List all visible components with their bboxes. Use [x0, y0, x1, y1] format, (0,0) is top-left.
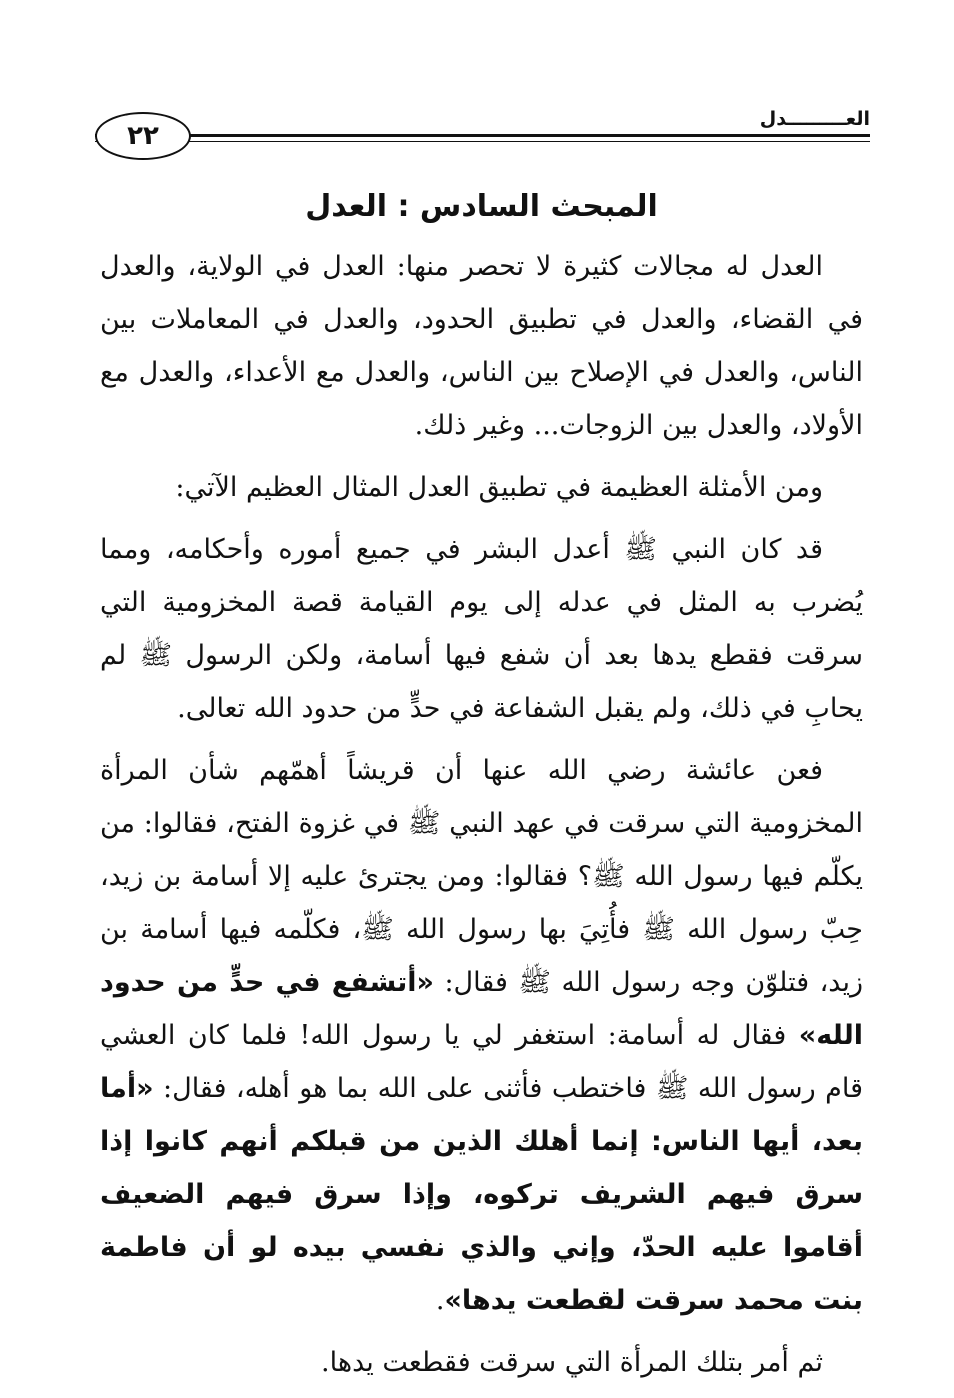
paragraph-4-text-c: فقال له أسامة: استغفر لي يا رسول الله! فلما كان العشي قام رسول الله ﷺ فاختطب فأثنى على الله بما هو أهله، فقال:	[100, 1020, 863, 1104]
paragraph-1: العدل له مجالات كثيرة لا تحصر منها: العدل في الولاية، والعدل في القضاء، والعدل في تطبيق الحدود، والعدل في المعاملات بين الناس، والعدل في الإصلاح بين الناس، والعدل مع الأعداء، والعدل مع الأولاد، والعدل بين الزوجات... وغير ذلك.	[100, 251, 863, 441]
page-number: ٢٢	[127, 121, 159, 151]
header-rule-thick	[95, 134, 870, 137]
section-title: المبحث السادس : العدل	[305, 189, 658, 224]
running-title: العـــــــــدل	[759, 108, 870, 130]
hadith-quote-1: «أتشفع في حدٍّ من حدود الله»	[100, 967, 863, 1051]
paragraph-4	[100, 744, 863, 1327]
page-number-oval	[95, 112, 191, 160]
header-rule-thin	[95, 141, 870, 142]
paragraph-4-end: .	[435, 1285, 445, 1316]
page-header	[95, 108, 870, 164]
page-body	[100, 182, 863, 1398]
paragraph-2: ومن الأمثلة العظيمة في تطبيق العدل المثال العظيم الآتي:	[175, 472, 823, 503]
paragraph-4-text-a: فعن عائشة رضي الله عنها أن قريشاً أهمّهم شأن المرأة المخزومية التي سرقت في عهد النبي ﷺ في غزوة الفتح، فقالوا: من يكلّم فيها رسول الله ﷺ؟ فقالوا: ومن يجترئ عليه إلا أسامة بن زيد، حِبّ رسول الله ﷺ فأُتِيَ بها رسول الله ﷺ، فكلّمه فيها أسامة بن زيد، فتلوّن وجه رسول الله ﷺ فقال:	[100, 755, 864, 998]
hadith-quote-2: «أما بعد، أيها الناس: إنما أهلك الذين من قبلكم أنهم كانوا إذا سرق فيهم الشريف تركوه، وإذا سرق فيهم الضعيف أقاموا عليه الحدّ، وإني والذي نفسي بيده لو أن فاطمة بنت محمد سرقت لقطعت يدها»	[100, 1073, 863, 1316]
paragraph-3: قد كان النبي ﷺ أعدل البشر في جميع أموره وأحكامه، ومما يُضرب به المثل في عدله إلى يوم القيامة قصة المخزومية التي سرقت فقطع يدها بعد أن شفع فيها أسامة، ولكن الرسول ﷺ لم يحابِ في ذلك، ولم يقبل الشفاعة في حدٍّ من حدود الله تعالى.	[100, 534, 863, 724]
paragraph-5: ثم أمر بتلك المرأة التي سرقت فقطعت يدها.	[321, 1347, 823, 1378]
